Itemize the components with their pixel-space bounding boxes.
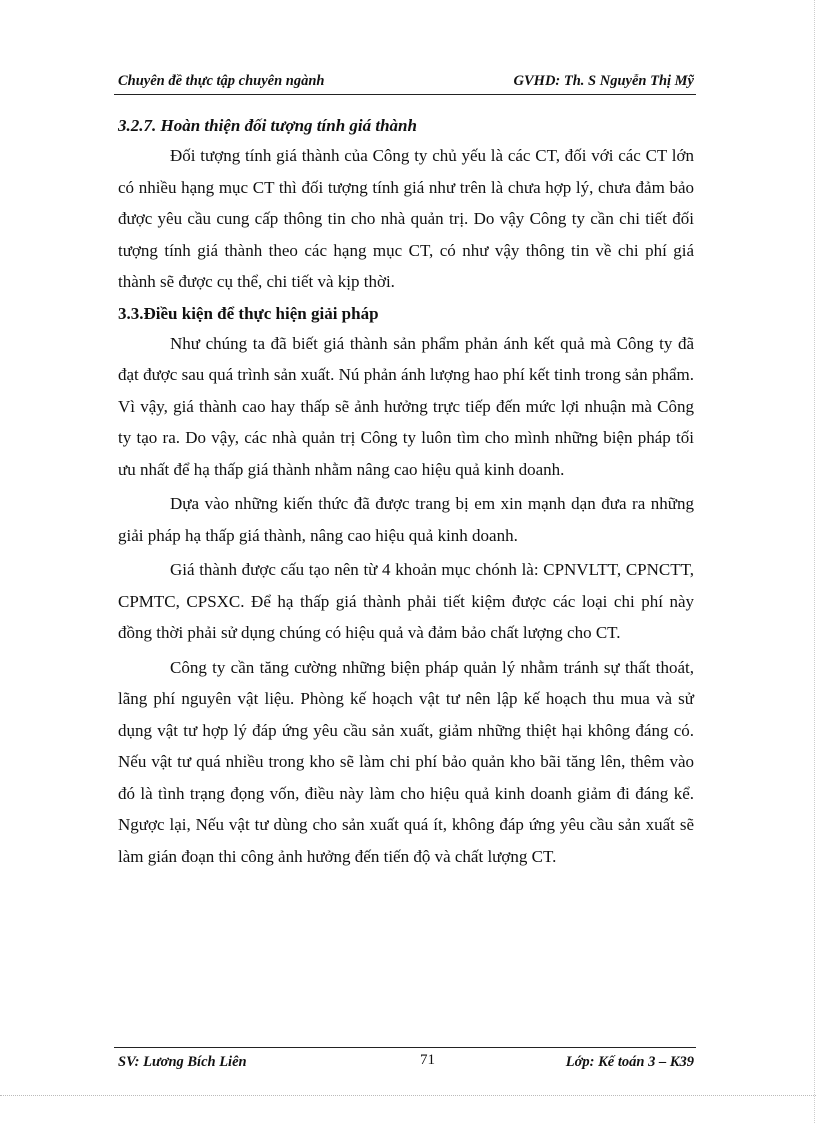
page-edge-divider-right: [814, 0, 815, 1123]
page-number: 71: [420, 1052, 435, 1068]
paragraph: Như chúng ta đã biết giá thành sản phẩm phản ánh kết quả mà Công ty đã đạt được sau quá trình sản xuất. Nú phản ánh lượng hao phí kết tinh trong sản phẩm. Vì vậy, giá thành cao hay thấp sẽ ảnh hưởng trực tiếp đến mức lợi nhuận mà Công ty tạo ra. Do vậy, các nhà quản trị Công ty luôn tìm cho mình những biện pháp tối ưu nhất để hạ thấp giá thành nhằm nâng cao hiệu quả kinh doanh.: [118, 333, 694, 479]
paragraph: Giá thành được cấu tạo nên từ 4 khoản mục chónh là: CPNVLTT, CPNCTT, CPMTC, CPSXC. Để hạ thấp giá thành phải tiết kiệm được các loại chi phí này đồng thời phải sử dụng chúng có hiệu quả và đảm bảo chất lượng cho CT.: [118, 560, 694, 642]
page-edge-divider: [0, 1095, 816, 1096]
section-heading-3-2-7: 3.2.7. Hoàn thiện đối tượng tính giá thành: [118, 116, 417, 135]
page-footer: [118, 1052, 694, 1074]
page-content: [118, 113, 694, 872]
footer-rule: [114, 1047, 696, 1048]
header-rule: [114, 94, 696, 95]
paragraph: Công ty cần tăng cường những biện pháp quản lý nhằm tránh sự thất thoát, lãng phí nguyên vật liệu. Phòng kế hoạch vật tư nên lập kế hoạch thu mua và sử dụng vật tư hợp lý đáp ứng yêu cầu sản xuất, giảm những thiệt hại không đáng có. Nếu vật tư quá nhiều trong kho sẽ làm chi phí bảo quản kho bãi tăng lên, thêm vào đó là tình trạng đọng vốn, điều này làm cho hiệu quả kinh doanh giảm đi đáng kể. Ngược lại, Nếu vật tư dùng cho sản xuất quá ít, không đáp ứng yêu cầu sản xuất sẽ làm gián đoạn thi công ảnh hưởng đến tiến độ và chất lượng CT.: [118, 657, 694, 866]
header-advisor: GVHD: Th. S Nguyễn Thị Mỹ: [513, 73, 694, 89]
paragraph: Dựa vào những kiến thức đã được trang bị em xin mạnh dạn đưa ra những giải pháp hạ thấp giá thành, nâng cao hiệu quả kinh doanh.: [118, 494, 694, 545]
footer-student-name: SV: Lương Bích Liên: [118, 1054, 247, 1070]
page-header: [118, 73, 694, 93]
section-heading-3-3: 3.3.Điều kiện để thực hiện giải pháp: [118, 303, 379, 323]
header-course-title: Chuyên đề thực tập chuyên ngành: [118, 73, 325, 89]
footer-class: Lớp: Kế toán 3 – K39: [565, 1054, 694, 1070]
paragraph: Đối tượng tính giá thành của Công ty chủ yếu là các CT, đối với các CT lớn có nhiều hạng mục CT thì đối tượng tính giá như trên là chưa hợp lý, chưa đảm bảo được yêu cầu cung cấp thông tin cho nhà quản trị. Do vậy Công ty cần chi tiết đối tượng tính giá thành theo các hạng mục CT, có như vậy thông tin về chi phí giá thành sẽ được cụ thể, chi tiết và kịp thời.: [118, 146, 694, 291]
